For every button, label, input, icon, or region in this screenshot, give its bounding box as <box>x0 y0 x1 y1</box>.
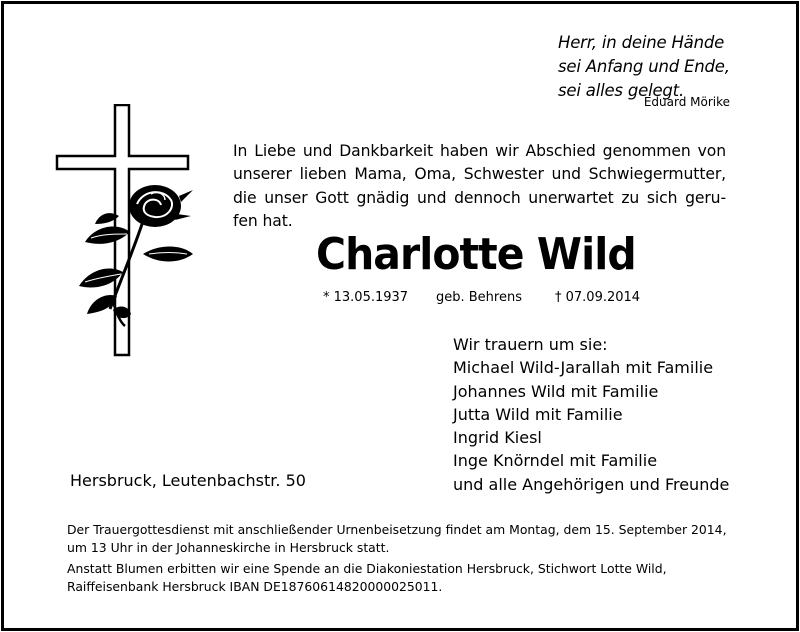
intro-line: fen hat. <box>233 211 293 230</box>
service-line: um 13 Uhr in der Johanneskirche in Hersbruck statt. <box>67 539 390 555</box>
footer-notes <box>67 521 727 595</box>
maiden-name: geb. Behrens <box>436 290 522 305</box>
birth-date: * 13.05.1937 <box>323 290 409 305</box>
verse-line: Herr, in deine Hände <box>558 33 725 52</box>
list-item: Jutta Wild mit Familie <box>453 404 623 424</box>
mourners-heading: Wir trauern um sie: <box>453 335 608 354</box>
intro-line: In Liebe und Dankbarkeit haben wir Abschied genommen von <box>233 142 726 160</box>
bible-verse <box>558 31 738 103</box>
list-item: Michael Wild-Jarallah mit Familie <box>453 358 714 378</box>
verse-line: sei Anfang und Ende, <box>558 57 730 76</box>
list-item: Ingrid Kiesl <box>453 428 542 448</box>
list-item: und alle Angehörigen und Freunde <box>453 474 730 494</box>
deceased-name: Charlotte Wild <box>316 229 636 280</box>
list-item: Johannes Wild mit Familie <box>453 381 659 401</box>
verse-author: Eduard Mörike <box>643 95 730 109</box>
mourners-list <box>453 333 729 496</box>
intro-line: die unser Gott gnädig und dennoch unerwartet zu sich geru- <box>233 188 726 207</box>
cross-with-rose-icon <box>55 104 220 364</box>
address: Hersbruck, Leutenbachstr. 50 <box>70 471 306 490</box>
intro-line: unserer lieben Mama, Oma, Schwester und Schwiegermutter, <box>233 165 726 184</box>
service-line: Der Trauergottesdienst mit anschließender Urnenbeisetzung findet am Montag, dem 15. September 2014, <box>67 522 727 537</box>
verse-line: sei alles gelegt. <box>558 81 684 100</box>
donation-line: Raiffeisenbank Hersbruck IBAN DE18760614820000025011. <box>67 578 443 594</box>
intro-text <box>233 140 726 233</box>
donation-line: Anstatt Blumen erbitten wir eine Spende an die Diakoniestation Hersbruck, Stichwort Lotte Wild, <box>67 561 667 577</box>
list-item: Inge Knörndel mit Familie <box>453 451 658 471</box>
death-date: † 07.09.2014 <box>555 290 641 305</box>
